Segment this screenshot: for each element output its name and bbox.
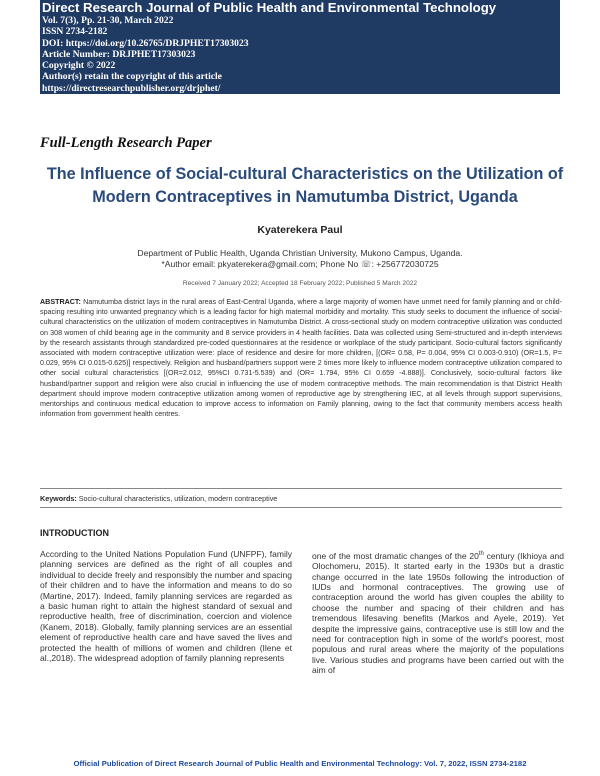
paper-type: Full-Length Research Paper [40, 135, 212, 151]
author-contact: *Author email: pkyaterekera@gmail.com; Phone No ☏: +256772030725 [161, 259, 439, 269]
section-heading: INTRODUCTION [40, 528, 109, 538]
page-footer: Official Publication of Direct Research Journal of Public Health and Environmental Technology: Vol. 7, 2022, ISSN 2734-2182 [73, 759, 527, 768]
journal-url[interactable]: https://directresearchpublisher.org/drjphet/ [42, 82, 221, 94]
abstract-text: Namutumba district lays in the rural areas of East-Central Uganda, where a large majority of women have unmet need for family planning and or child-spacing resulting into unwanted pregnancy which is a leading factor for high maternal morbidity and mortality. This study seeks to document the influence of social-cultural characteristics on the utilization of modern contraceptives in Namutumba District. A cross-sectional study on modern contraceptive utilization was conducted on 308 women of child bearing age in the community and 8 service providers in 4 health facilities. Data was collected using Semi-structured and in-depth interviews by the research assistants through standardized pre-coded questionnaires at the residence or workplace of the study participant. Socio-cultural factors significantly associated with modern contraceptive utilization were: place of residence and desire for more children, [(OR= 0.58, P= 0.004, 95% CI 0.003-0.910) (OR=1.5, P= 0.029, 95% CI 0.015-0.625)] respectively. Religion and husband/partners support were 2 times more likely to influence modern contraceptive utilization compared to other social cultural characteristics [(OR=2.012, 95%CI 0.731-5.539) and (OR= 1.794, 95% CI 0.659 -4.888)]. Conclusively, socio-cultural factors like husband/partner support and religion were also crucial in influencing the use of modern contraceptive methods. The main recommendation is that District Health department should improve modern contraceptive utilization among women of reproductive age by strengthening IEC, at all levels through support supervisions, mentorships and continuous medical education to improve access to information on Family planning, owing to the fact that community members access health information from government health centres. [40, 298, 562, 419]
issn: ISSN 2734-2182 [42, 26, 108, 38]
journal-name: Direct Research Journal of Public Health and Environmental Technology [42, 0, 497, 15]
volume-info: Vol. 7(3), Pp. 21-30, March 2022 [42, 15, 174, 26]
keywords [40, 494, 562, 503]
affiliation: Department of Public Health, Uganda Christian University, Mukono Campus, Uganda. [137, 248, 463, 258]
journal-header [40, 0, 560, 94]
intro-left-column: According to the United Nations Population Fund (UNFPF), family planning services are defined as the right of all couples and individual to decide freely and responsibly the number and spacing of their children and to have the information and means to do so (Martine, 2017). Indeed, family planning services are regarded as a basic human right to attain the highest standard of sexual and reproductive health, free of discrimination, coercion and violence (Kanem, 2018). Globally, family planning services are an essential element of reproductive health care and have saved the lives and protected the health of millions of women and children (Ilene et al.,2018). The widespread adoption of family planning represents [40, 549, 292, 664]
superscript: th [478, 551, 484, 557]
doi[interactable]: DOI: https://doi.org/10.26765/DRJPHET17303023 [42, 37, 249, 49]
article-number: Article Number: DRJPHET17303023 [42, 48, 196, 60]
intro-right-column [312, 549, 564, 676]
intro-right-text-cont: century (Ikhioya and Olochomeru, 2015). It started early in the 1930s but a drastic change occurred in the late 1950s following the introduction of IUDs and hormonal contraceptives. The growing use of contraception around the world has given couples the ability to choose the number and spacing of their children and has tremendous lifesaving benefits (Markos and Ayele, 2019). Yet despite the impressive gains, contraceptive use is still low and the need for contraception high in some of the world's poorest, most populous and rural areas where the majority of the populations live. Various studies and programs have been carried out with the aim of [312, 550, 564, 676]
author-name: Kyaterekera Paul [257, 224, 343, 236]
copyright-note: Author(s) retain the copyright of this article [42, 71, 222, 83]
abstract [40, 297, 562, 419]
divider [40, 507, 562, 508]
copyright: Copyright © 2022 [42, 60, 116, 72]
paper-title: The Influence of Social-cultural Characteristics on the Utilization of Modern Contraceptives in Namutumba District, Uganda [46, 165, 564, 206]
keywords-text: Socio-cultural characteristics, utilization, modern contraceptive [78, 494, 278, 503]
divider [40, 488, 562, 489]
abstract-label: ABSTRACT: [40, 298, 81, 306]
keywords-label: Keywords: [40, 494, 77, 503]
author-affiliation [0, 248, 600, 270]
publication-dates: Received 7 January 2022; Accepted 18 February 2022; Published 5 March 2022 [182, 280, 418, 287]
intro-right-text: one of the most dramatic changes of the 20 [312, 550, 479, 561]
